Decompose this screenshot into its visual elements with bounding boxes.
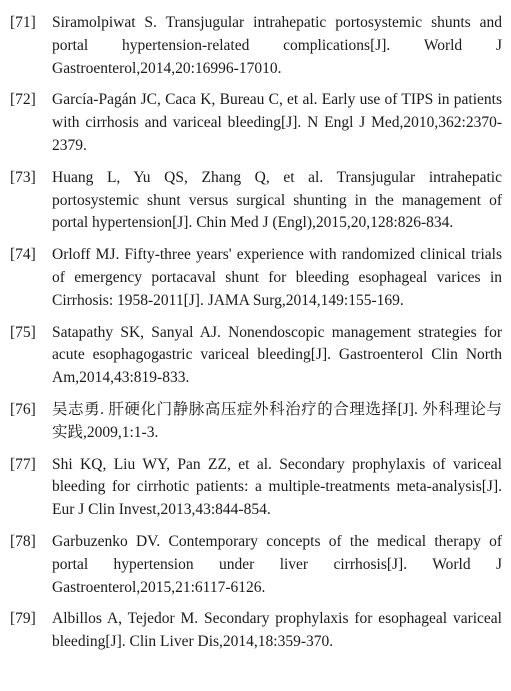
reference-number: [72] — [10, 91, 36, 109]
reference-item — [10, 244, 502, 312]
reference-number: [77] — [10, 455, 36, 473]
reference-text: Satapathy SK, Sanyal AJ. Nonendoscopic management strategies for acute esophagogastric variceal bleeding[J]. Gastroenterol Clin North Am,2014,43:819-833. — [52, 323, 502, 387]
reference-item — [10, 454, 502, 522]
reference-item — [10, 167, 502, 235]
reference-list — [10, 12, 502, 663]
reference-item — [10, 322, 502, 390]
reference-number: [79] — [10, 610, 36, 628]
reference-number: [73] — [10, 168, 36, 186]
reference-number: [71] — [10, 14, 36, 31]
reference-item — [10, 608, 502, 654]
reference-text: Albillos A, Tejedor M. Secondary prophylaxis for esophageal variceal bleeding[J]. Clin Liver Dis,2014,18:359-370. — [52, 610, 502, 651]
reference-number: [76] — [10, 400, 36, 418]
reference-text: Huang L, Yu QS, Zhang Q, et al. Transjugular intrahepatic portosystemic shunt versus surgical shunting in the management of portal hypertension[J]. Chin Med J (Engl),2015,20,128:826-834. — [52, 168, 502, 232]
reference-text: Shi KQ, Liu WY, Pan ZZ, et al. Secondary prophylaxis of variceal bleeding for cirrhotic patients: a multiple-treatments meta-analysis[J]. Eur J Clin Invest,2013,43:844-854. — [52, 455, 502, 519]
reference-text: 吴志勇. 肝硬化门静脉高压症外科治疗的合理选择[J]. 外科理论与实践,2009,1:1-3. — [52, 400, 502, 441]
reference-text: Orloff MJ. Fifty-three years' experience with randomized clinical trials of emergency portacaval shunt for bleeding esophageal varices in Cirrhosis: 1958-2011[J]. JAMA Surg,2014,149:155-169. — [52, 246, 502, 309]
reference-item — [10, 399, 502, 445]
reference-number: [74] — [10, 246, 36, 264]
reference-number: [78] — [10, 532, 36, 550]
reference-item — [10, 531, 502, 599]
reference-number: [75] — [10, 323, 36, 341]
reference-text: García-Pagán JC, Caca K, Bureau C, et al. Early use of TIPS in patients with cirrhosis and variceal bleeding[J]. N Engl J Med,2010,362:2370-2379. — [52, 91, 502, 154]
reference-item — [10, 89, 502, 157]
reference-text: Garbuzenko DV. Contemporary concepts of the medical therapy of portal hypertension under liver cirrhosis[J]. World J Gastroenterol,2015,21:6117-6126. — [52, 532, 502, 596]
reference-item — [10, 12, 502, 80]
reference-text: Siramolpiwat S. Transjugular intrahepatic portosystemic shunts and portal hypertension-related complications[J]. World J Gastroenterol,2014,20:16996-17010. — [52, 14, 502, 77]
